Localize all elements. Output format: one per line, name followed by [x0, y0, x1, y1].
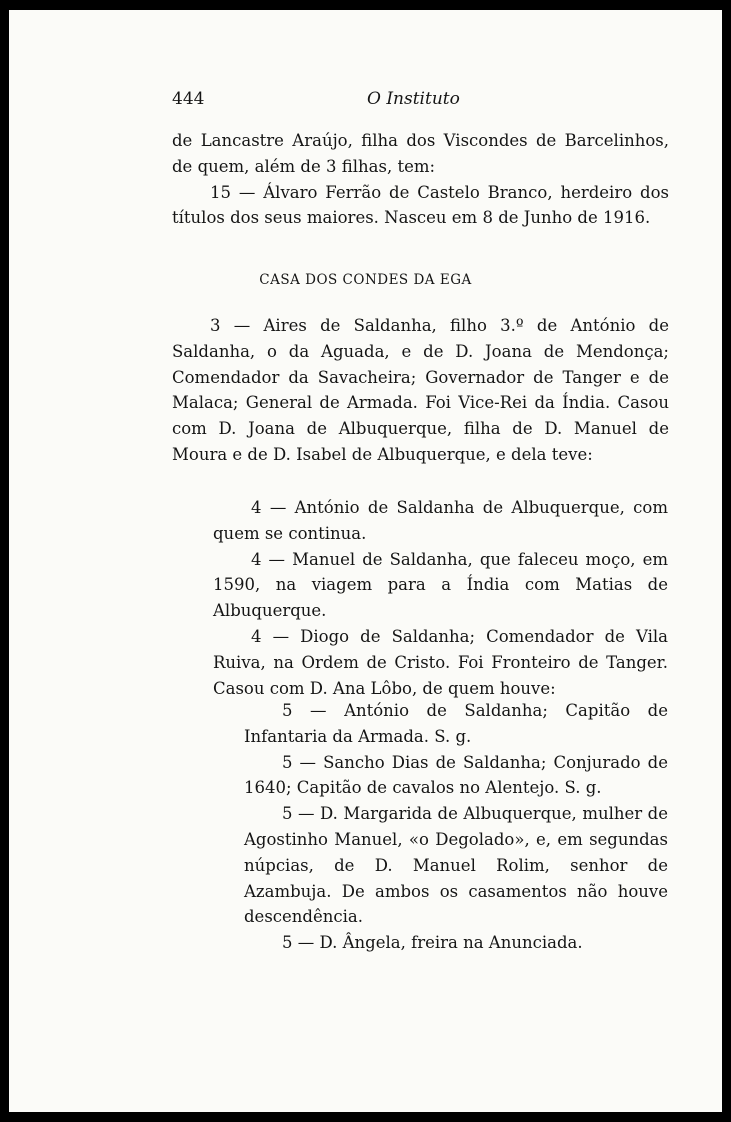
paragraph-aires: 3 — Aires de Saldanha, filho 3.º de António de Saldanha, o da Aguada, e de D. Joana de Mendonça; Comendador da Savacheira; Governador de Tanger e de Malaca; General de Armada. Foi Vice-Rei da Índia. Casou com D. Joana de Albuquerque, filha de D. Manuel de Moura e de D. Isabel de Albuquerque, e dela teve:	[172, 316, 669, 464]
opening-paragraphs	[172, 128, 669, 231]
paragraph-antonio-5: 5 — António de Saldanha; Capitão de Infantaria da Armada. S. g.	[244, 701, 668, 746]
paragraph-diogo-4: 4 — Diogo de Saldanha; Comendador de Vila Ruiva, na Ordem de Cristo. Foi Fronteiro de Tanger. Casou com D. Ana Lôbo, de quem houve:	[213, 626, 668, 698]
generation-3-paragraph	[172, 313, 669, 468]
paragraph-margarida-5: 5 — D. Margarida de Albuquerque, mulher de Agostinho Manuel, «o Degolado», e, em segundas núpcias, de D. Manuel Rolim, senhor de Azambuja. De ambos os casamentos não houve descendência.	[244, 804, 668, 927]
page-number: 444	[172, 89, 205, 109]
paragraph-manuel-4: 4 — Manuel de Saldanha, que faleceu moço, em 1590, na viagem para a Índia com Matias de Albuquerque.	[213, 549, 668, 621]
paragraph-sancho-5: 5 — Sancho Dias de Saldanha; Conjurado de 1640; Capitão de cavalos no Alentejo. S. g.	[244, 752, 668, 798]
paragraph-alvaro: 15 — Álvaro Ferrão de Castelo Branco, herdeiro dos títulos dos seus maiores. Nasceu em 8 de Junho de 1916.	[172, 182, 669, 228]
page-header	[9, 89, 722, 113]
generation-4-list	[213, 495, 668, 701]
paragraph-antonio-4: 4 — António de Saldanha de Albuquerque, com quem se continua.	[213, 498, 668, 543]
paragraph-lancastre: de Lancastre Araújo, filha dos Viscondes de Barcelinhos, de quem, além de 3 filhas, tem:	[172, 131, 669, 176]
book-page	[9, 10, 722, 1112]
running-title: O Instituto	[367, 89, 460, 109]
section-heading: CASA DOS CONDES DA EGA	[259, 272, 472, 288]
generation-5-list	[244, 698, 668, 956]
paragraph-angela-5: 5 — D. Ângela, freira na Anunciada.	[282, 933, 583, 953]
